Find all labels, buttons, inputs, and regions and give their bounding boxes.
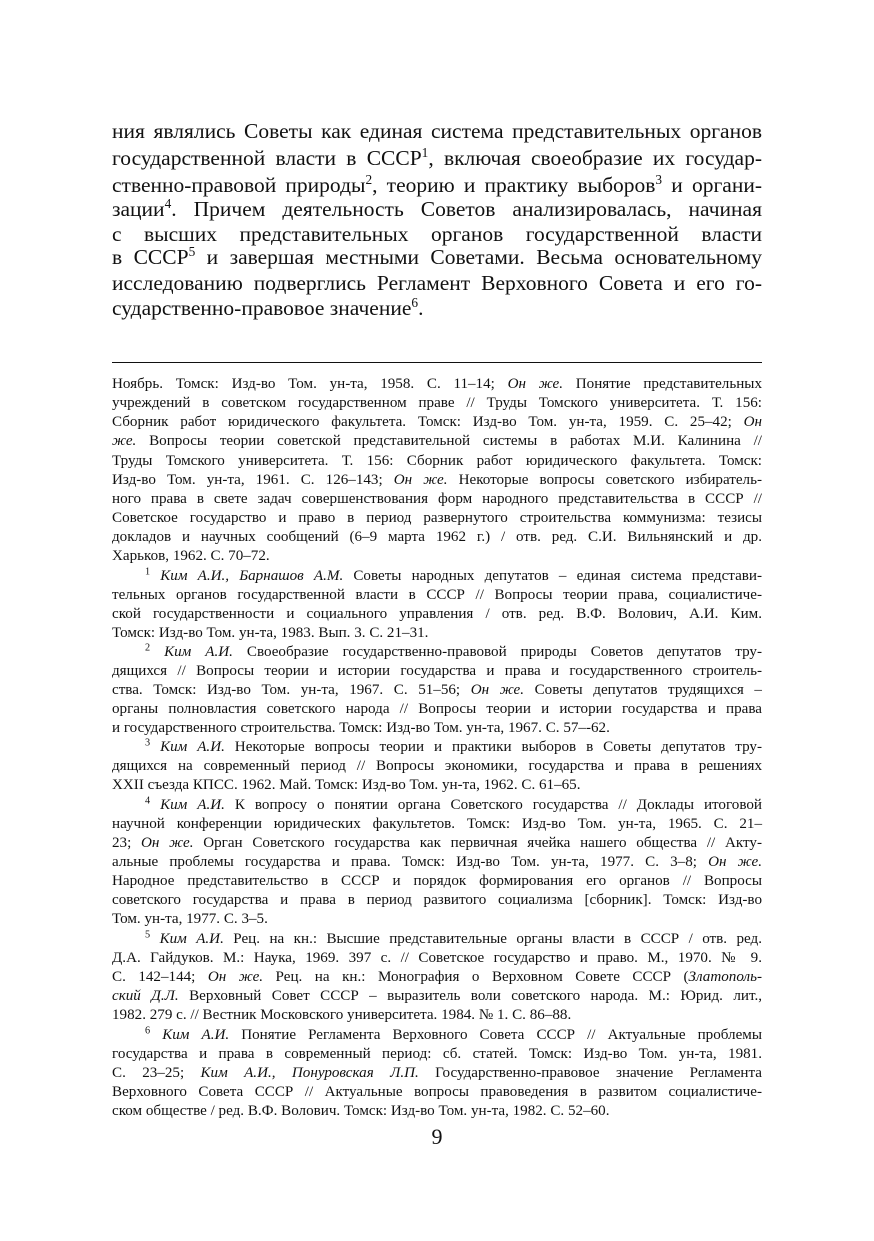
text-line: с высших представительных органов государственной власти xyxy=(112,222,762,246)
footnote-line: дящихся на современный период // Вопросы экономики, государства и права в решениях xyxy=(112,758,762,774)
footnote-ref-5: 5 xyxy=(188,244,196,260)
footnote-line: тельных органов государственной власти в СССР // Вопросы теории права, социалистиче- xyxy=(112,587,762,603)
footnote-line: Харьков, 1962. С. 70–72. xyxy=(112,548,270,564)
footnote-line: 1982. 279 с. // Вестник Московского университета. 1984. № 1. С. 86–88. xyxy=(112,1007,572,1023)
footnote-line: ской государственности и социального управления / отв. ред. В.Ф. Волович, А.И. Ким. xyxy=(112,606,762,622)
footnote-ref-1: 1 xyxy=(421,145,429,161)
footnote-line: $^6$ Ким А.И. Понятие Регламента Верховного Совета СССР // Актуальные проблемы xyxy=(145,1025,762,1043)
footnote-line: научной конференции юридических факультетов. Томск: Изд-во Том. ун-та, 1965. С. 21– xyxy=(112,816,762,832)
footnote-line: XXII съезда КПСС. 1962. Май. Томск: Изд-во Том. ун-та, 1962. С. 61–65. xyxy=(112,777,581,793)
footnote-line: Томск: Изд-во Том. ун-та, 1983. Вып. 3. С. 21–31. xyxy=(112,625,429,641)
text-line: сударственно-правовое значение$^6$. xyxy=(112,295,424,320)
footnote-number: 6 xyxy=(145,1025,151,1037)
text-line: ния являлись Советы как единая система представительных органов xyxy=(112,119,762,143)
text-line: ственно-правовой природы$^2$, теорию и практику выборов$^3$ и органи- xyxy=(112,172,762,197)
footnote-line: Сборник работ юридического факультета. Томск: Изд-во Том. ун-та, 1959. С. 25–42; Он xyxy=(112,414,762,430)
footnote-line: ства. Томск: Изд-во Том. ун-та, 1967. С. 51–56; Он же. Советы депутатов трудящихся – xyxy=(112,682,762,698)
footnote-line: советского государства и права в период развитого социализма [сборник]. Томск: Изд-во xyxy=(112,892,762,908)
text-line: зации$^4$. Причем деятельность Советов анализировалась, начиная xyxy=(112,196,762,221)
footnote-ref-6: 6 xyxy=(411,295,419,311)
footnote-line: докладов и научных сообщений (6–9 марта 1962 г.) / отв. ред. С.И. Вильнянский и др. xyxy=(112,529,762,545)
footnote-number: 5 xyxy=(145,929,151,941)
footnote-line: учреждений в советском государственном праве // Труды Томского университета. Т. 156: xyxy=(112,395,762,411)
footnote-number: 2 xyxy=(145,642,151,654)
footnote-ref-3: 3 xyxy=(655,172,663,188)
footnote-line: $^5$ Ким А.И. Рец. на кн.: Высшие представительные органы власти в СССР / отв. ред. xyxy=(145,929,762,947)
footnote-line: С. 23–25; Ким А.И., Понуровская Л.П. Государственно-правовое значение Регламента xyxy=(112,1065,762,1081)
text-line: в СССР$^5$ и завершая местными Советами. Весьма основательному xyxy=(112,244,762,269)
footnote-line: и государственного строительства. Томск: Изд-во Том. ун-та, 1967. С. 57–-62. xyxy=(112,720,610,736)
footnote-line: Изд-во Том. ун-та, 1961. С. 126–143; Он же. Некоторые вопросы советского избиратель- xyxy=(112,472,762,488)
footnote-line: 23; Он же. Орган Советского государства как первичная ячейка нашего общества // Акту- xyxy=(112,835,762,851)
page-number: 9 xyxy=(431,1124,443,1149)
footnote-line: Верховного Совета СССР // Актуальные вопросы правоведения в развитом социалистиче- xyxy=(112,1084,762,1100)
footnote-number: 1 xyxy=(145,566,151,578)
footnote-line: $^2$ Ким А.И. Своеобразие государственно-правовой природы Советов депутатов тру- xyxy=(145,642,762,660)
footnote-line: государства и права в современный период: сб. статей. Томск: Изд-во Том. ун-та, 1981. xyxy=(112,1046,762,1062)
footnote-line: альные проблемы государства и права. Томск: Изд-во Том. ун-та, 1977. С. 3–8; Он же. xyxy=(112,854,762,870)
footnote-line: ский Д.Л. Верховный Совет СССР – выразитель воли советского народа. М.: Юрид. лит., xyxy=(112,988,762,1004)
footnote-separator xyxy=(112,362,762,363)
footnote-ref-2: 2 xyxy=(365,172,373,188)
footnote-line: С. 142–144; Он же. Рец. на кн.: Монография о Верховном Совете СССР (Златополь- xyxy=(112,969,762,985)
footnote-line: дящихся // Вопросы теории и истории государства и права и государственного строитель- xyxy=(112,663,762,679)
footnote-number: 3 xyxy=(145,737,151,749)
footnote-ref-4: 4 xyxy=(164,196,172,212)
footnote-line: ском обществе / ред. В.Ф. Волович. Томск: Изд-во Том. ун-та, 1982. С. 52–60. xyxy=(112,1103,610,1119)
text-line: исследованию подверглись Регламент Верховного Совета и его го- xyxy=(112,271,762,295)
footnote-line: органы полновластия советского народа // Вопросы теории и истории государства и права xyxy=(112,701,762,717)
footnote-line: Ноябрь. Томск: Изд-во Том. ун-та, 1958. С. 11–14; Он же. Понятие представительных xyxy=(112,376,762,392)
footnote-line: же. Вопросы теории советской представительной системы в работах М.И. Калинина // xyxy=(112,433,762,449)
footnote-line: Д.А. Гайдуков. М.: Наука, 1969. 397 с. // Советское государство и право. М., 1970. № 9. xyxy=(112,950,762,966)
footnote-line: $^4$ Ким А.И. К вопросу о понятии органа Советского государства // Доклады итоговой xyxy=(145,795,762,813)
footnote-line: $^1$ Ким А.И., Барнашов А.М. Советы народных депутатов – единая система представи- xyxy=(145,566,762,584)
text-line: государственной власти в СССР$^1$, включая своеобразие их государ- xyxy=(112,145,762,170)
footnote-line: Советское государство и право в период развернутого строительства коммунизма: тезисы xyxy=(112,510,762,526)
footnote-line: Труды Томского университета. Т. 156: Сборник работ юридического факультета. Томск: xyxy=(112,453,762,469)
footnote-line: Народное представительство в СССР и порядок формирования его органов // Вопросы xyxy=(112,873,762,889)
footnote-line: $^3$ Ким А.И. Некоторые вопросы теории и практики выборов в Советы депутатов тру- xyxy=(145,737,762,755)
footnote-line: Том. ун-та, 1977. С. 3–5. xyxy=(112,911,268,927)
footnote-number: 4 xyxy=(145,795,151,807)
footnote-line: ного права в свете задач совершенствования форм народного представительства в СССР // xyxy=(112,491,762,507)
